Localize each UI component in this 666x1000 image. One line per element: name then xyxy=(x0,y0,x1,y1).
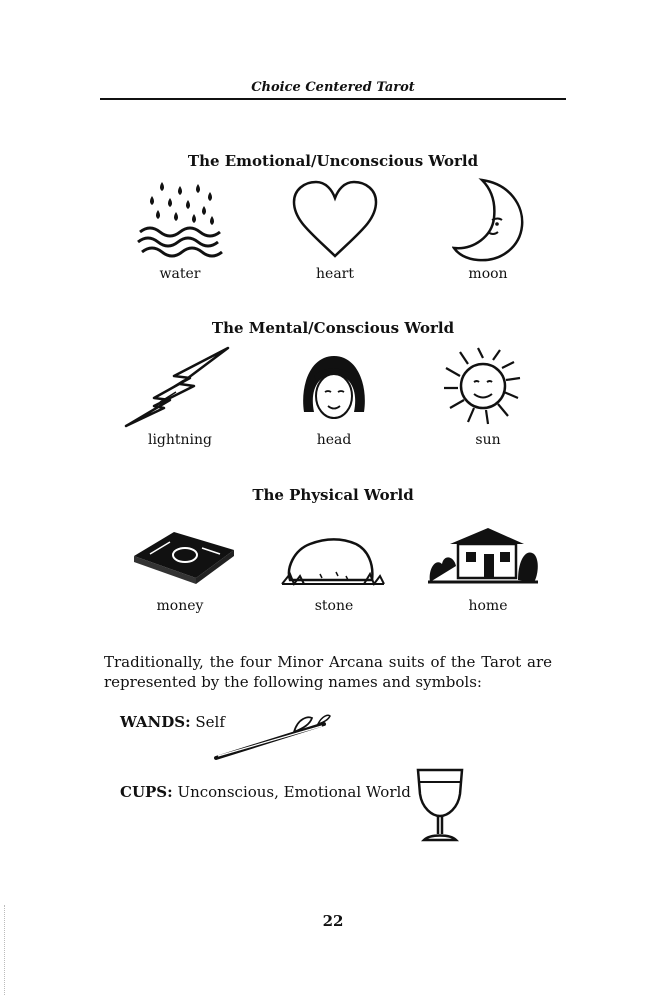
water-icon xyxy=(132,178,228,262)
head-icon xyxy=(296,352,372,428)
stone-icon xyxy=(280,534,386,588)
section-title-emotional: The Emotional/Unconscious World xyxy=(187,152,479,170)
section-title-mental: The Mental/Conscious World xyxy=(211,319,455,337)
header-rule xyxy=(100,98,566,100)
caption-home: home xyxy=(468,598,508,614)
suit-cups-meaning: Unconscious, Emotional World xyxy=(177,783,411,801)
wand-icon xyxy=(212,712,332,764)
caption-heart: heart xyxy=(316,266,354,282)
home-icon xyxy=(426,524,540,588)
caption-money: money xyxy=(156,598,204,614)
caption-sun: sun xyxy=(475,432,501,448)
money-icon xyxy=(130,526,238,586)
lightning-icon xyxy=(124,346,232,428)
page-number: 22 xyxy=(322,912,344,930)
section-title-physical: The Physical World xyxy=(252,486,414,504)
body-paragraph: Traditionally, the four Minor Arcana suits of the Tarot are represented by the following names and symbols: xyxy=(104,653,552,691)
suit-cups-name: CUPS: xyxy=(120,783,173,801)
caption-lightning: lightning xyxy=(147,432,213,448)
suit-cups xyxy=(120,783,411,801)
caption-stone: stone xyxy=(314,598,354,614)
running-head: Choice Centered Tarot xyxy=(251,80,415,95)
caption-head: head xyxy=(316,432,352,448)
cup-icon xyxy=(412,764,468,846)
suit-wands xyxy=(120,713,225,731)
suit-wands-meaning: Self xyxy=(195,713,225,731)
sun-icon xyxy=(438,346,528,426)
margin-mark xyxy=(4,905,11,995)
suit-wands-name: WANDS: xyxy=(120,713,191,731)
caption-moon: moon xyxy=(468,266,508,282)
moon-icon xyxy=(452,176,528,264)
heart-icon xyxy=(290,180,380,260)
caption-water: water xyxy=(159,266,201,282)
